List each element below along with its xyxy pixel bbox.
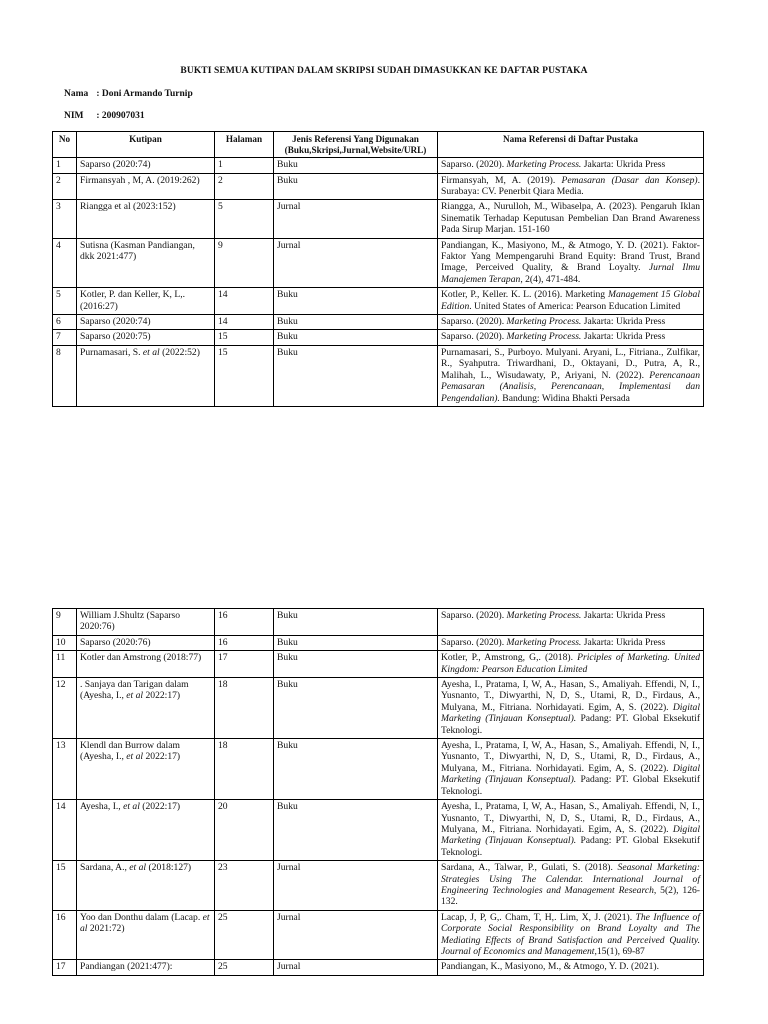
cell-jenis: Buku [274, 609, 438, 636]
cell-halaman: 14 [215, 288, 274, 315]
name-value: : Doni Armando Turnip [96, 89, 193, 99]
cell-nama-referensi: Ayesha, I., Pratama, I, W, A., Hasan, S., Amaliyah. Effendi, N, I., Yusnanto, T., Diwyarthi, N, D, S., Utami, R, D., Firdaus, A., Mulyana, M., Fitriana. Norhidayati. Egim, A, S. (2022). Digital Marketing (Tinjauan Konseptual). Padang: PT. Global Eksekutif Teknologi. [438, 739, 704, 800]
table-row [53, 678, 704, 739]
citation-table-part-1 [52, 131, 704, 407]
table-row [53, 288, 704, 315]
cell-no: 15 [53, 861, 77, 911]
cell-kutipan: Sardana, A., et al (2018:127) [77, 861, 215, 911]
cell-halaman: 14 [215, 315, 274, 330]
table-row [53, 800, 704, 861]
document-title: BUKTI SEMUA KUTIPAN DALAM SKRIPSI SUDAH DIMASUKKAN KE DAFTAR PUSTAKA [180, 66, 588, 76]
cell-no: 4 [53, 238, 77, 288]
header-nama-referensi: Nama Referensi di Daftar Pustaka [438, 132, 704, 158]
cell-halaman: 23 [215, 861, 274, 911]
nim-label: NIM [64, 111, 84, 121]
cell-no: 12 [53, 678, 77, 739]
cell-nama-referensi: Saparso. (2020). Marketing Process. Jakarta: Ukrida Press [438, 158, 704, 173]
cell-no: 3 [53, 200, 77, 238]
table-body [53, 609, 704, 976]
table-row [53, 910, 704, 960]
cell-jenis: Jurnal [274, 861, 438, 911]
cell-no: 17 [53, 960, 77, 975]
table-row [53, 960, 704, 975]
cell-jenis: Jurnal [274, 238, 438, 288]
header-jenis: Jenis Referensi Yang Digunakan (Buku,Skripsi,Jurnal,Website/URL) [274, 132, 438, 158]
table-row [53, 238, 704, 288]
cell-nama-referensi: Ayesha, I., Pratama, I, W, A., Hasan, S., Amaliyah. Effendi, N, I., Yusnanto, T., Diwyarthi, N, D, S., Utami, R, D., Firdaus, A., Mulyana, M., Fitriana. Norhidayati. Egim, A, S. (2022). Digital Marketing (Tinjauan Konseptual). Padang: PT. Global Eksekutif Teknologi. [438, 678, 704, 739]
name-label: Nama [64, 89, 89, 99]
cell-no: 16 [53, 910, 77, 960]
header-halaman: Halaman [215, 132, 274, 158]
cell-jenis: Buku [274, 315, 438, 330]
cell-halaman: 2 [215, 173, 274, 200]
cell-nama-referensi: Saparso. (2020). Marketing Process. Jakarta: Ukrida Press [438, 635, 704, 650]
cell-no: 13 [53, 739, 77, 800]
cell-jenis: Buku [274, 651, 438, 678]
cell-no: 1 [53, 158, 77, 173]
cell-kutipan: Saparso (2020:76) [77, 635, 215, 650]
table-row [53, 200, 704, 238]
cell-jenis: Buku [274, 330, 438, 345]
table-body [53, 158, 704, 407]
table-row [53, 739, 704, 800]
student-name-line [64, 89, 193, 99]
cell-jenis: Buku [274, 635, 438, 650]
cell-kutipan: Kotler dan Amstrong (2018:77) [77, 651, 215, 678]
cell-no: 7 [53, 330, 77, 345]
table-row [53, 635, 704, 650]
table-row [53, 330, 704, 345]
cell-kutipan: Yoo dan Donthu dalam (Lacap. et al 2021:72) [77, 910, 215, 960]
cell-halaman: 17 [215, 651, 274, 678]
cell-nama-referensi: Purnamasari, S., Purboyo. Mulyani. Aryani, L., Fitriana., Zulfikar, R., Syahputra. Triwardhani, D., Oktayani, D., Putra, A, R., Malihah, L., Wisudawaty, P., Ariyani, N. (2022). Perencanaan Pemasaran (Analisis, Perencanaan, Implementasi dan Pengendalian). Bandung: Widina Bhakti Persada [438, 345, 704, 406]
cell-no: 14 [53, 800, 77, 861]
cell-kutipan: William J.Shultz (Saparso 2020:76) [77, 609, 215, 636]
table-row [53, 861, 704, 911]
cell-nama-referensi: Saparso. (2020). Marketing Process. Jakarta: Ukrida Press [438, 330, 704, 345]
cell-jenis: Jurnal [274, 960, 438, 975]
cell-no: 6 [53, 315, 77, 330]
student-nim-line [64, 111, 145, 121]
header-no: No [53, 132, 77, 158]
cell-no: 11 [53, 651, 77, 678]
cell-halaman: 20 [215, 800, 274, 861]
cell-nama-referensi: Kotler, P., Amstrong, G,. (2018). Priciples of Marketing. United Kingdom: Pearson Education Limited [438, 651, 704, 678]
citation-table-part-2 [52, 608, 704, 976]
cell-halaman: 9 [215, 238, 274, 288]
cell-halaman: 15 [215, 330, 274, 345]
cell-nama-referensi: Saparso. (2020). Marketing Process. Jakarta: Ukrida Press [438, 315, 704, 330]
cell-halaman: 25 [215, 910, 274, 960]
table-row [53, 651, 704, 678]
cell-halaman: 18 [215, 739, 274, 800]
cell-kutipan: Ayesha, I., et al (2022:17) [77, 800, 215, 861]
cell-jenis: Buku [274, 345, 438, 406]
cell-nama-referensi: Pandiangan, K., Masiyono, M., & Atmogo, Y. D. (2021). [438, 960, 704, 975]
cell-nama-referensi: Kotler, P., Keller. K. L. (2016). Marketing Management 15 Global Edition. United States of America: Pearson Education Limited [438, 288, 704, 315]
header-kutipan: Kutipan [77, 132, 215, 158]
cell-kutipan: Klendl dan Burrow dalam (Ayesha, I., et al 2022:17) [77, 739, 215, 800]
cell-halaman: 18 [215, 678, 274, 739]
cell-halaman: 1 [215, 158, 274, 173]
cell-kutipan: Purnamasari, S. et al (2022:52) [77, 345, 215, 406]
cell-jenis: Buku [274, 800, 438, 861]
cell-halaman: 5 [215, 200, 274, 238]
cell-jenis: Buku [274, 173, 438, 200]
cell-kutipan: Firmansyah , M, A. (2019:262) [77, 173, 215, 200]
cell-nama-referensi: Ayesha, I., Pratama, I, W, A., Hasan, S., Amaliyah. Effendi, N, I., Yusnanto, T., Diwyarthi, N, D, S., Utami, R, D., Firdaus, A., Mulyana, M., Fitriana. Norhidayati. Egim, A, S. (2022). Digital Marketing (Tinjauan Konseptual). Padang: PT. Global Eksekutif Teknologi. [438, 800, 704, 861]
cell-nama-referensi: Riangga, A., Nurulloh, M., Wibaselpa, A. (2023). Pengaruh Iklan Sinematik Terhadap Keputusan Pembelian Dan Brand Awareness Pada Sirup Marjan. 151-160 [438, 200, 704, 238]
cell-nama-referensi: Saparso. (2020). Marketing Process. Jakarta: Ukrida Press [438, 609, 704, 636]
cell-halaman: 25 [215, 960, 274, 975]
cell-kutipan: Saparso (2020:74) [77, 158, 215, 173]
table-row [53, 345, 704, 406]
cell-kutipan: Saparso (2020:75) [77, 330, 215, 345]
cell-nama-referensi: Lacap, J, P, G,. Cham, T, H,. Lim, X, J. (2021). The Influence of Corporate Social Responsibility on Brand Loyalty and The Mediating Effects of Brand Satisfaction and Perceived Quality. Journal of Economics and Management,15(1), 69-87 [438, 910, 704, 960]
cell-jenis: Jurnal [274, 910, 438, 960]
cell-nama-referensi: Firmansyah, M, A. (2019). Pemasaran (Dasar dan Konsep). Surabaya: CV. Penerbit Qiara Media. [438, 173, 704, 200]
cell-no: 8 [53, 345, 77, 406]
cell-no: 5 [53, 288, 77, 315]
cell-nama-referensi: Sardana, A., Talwar, P., Gulati, S. (2018). Seasonal Marketing: Strategies Using The Calendar. International Journal of Engineering Technologies and Management Research, 5(2), 126-132. [438, 861, 704, 911]
cell-kutipan: Saparso (2020:74) [77, 315, 215, 330]
cell-kutipan: Riangga et al (2023:152) [77, 200, 215, 238]
cell-nama-referensi: Pandiangan, K., Masiyono, M., & Atmogo, Y. D. (2021). Faktor-Faktor Yang Mempengaruhi Brand Equity: Brand Trust, Brand Image, Perceived Quality, & Brand Loyalty. Jurnal Ilmu Manajemen Terapan, 2(4), 471-484. [438, 238, 704, 288]
table-row [53, 173, 704, 200]
cell-jenis: Buku [274, 678, 438, 739]
table-row [53, 158, 704, 173]
cell-kutipan: Sutisna (Kasman Pandiangan, dkk 2021:477) [77, 238, 215, 288]
table-row [53, 315, 704, 330]
cell-no: 2 [53, 173, 77, 200]
cell-kutipan: Kotler, P. dan Keller, K, L,. (2016:27) [77, 288, 215, 315]
cell-jenis: Buku [274, 739, 438, 800]
nim-value: : 200907031 [96, 111, 145, 121]
table-row [53, 609, 704, 636]
cell-kutipan: Pandiangan (2021:477): [77, 960, 215, 975]
cell-kutipan: . Sanjaya dan Tarigan dalam (Ayesha, I., et al 2022:17) [77, 678, 215, 739]
cell-no: 10 [53, 635, 77, 650]
cell-halaman: 16 [215, 635, 274, 650]
cell-jenis: Jurnal [274, 200, 438, 238]
cell-halaman: 16 [215, 609, 274, 636]
cell-no: 9 [53, 609, 77, 636]
cell-jenis: Buku [274, 158, 438, 173]
cell-jenis: Buku [274, 288, 438, 315]
table-header-row [53, 132, 704, 158]
cell-halaman: 15 [215, 345, 274, 406]
